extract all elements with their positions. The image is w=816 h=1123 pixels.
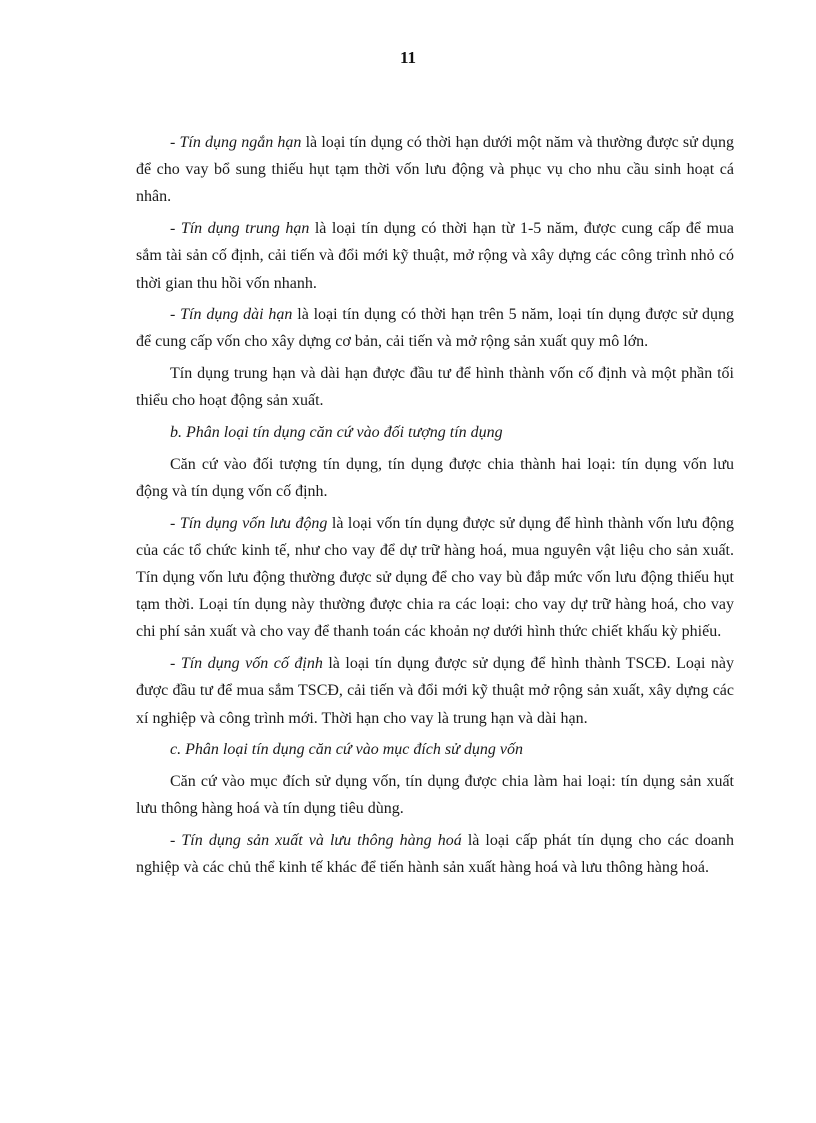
section-heading-c: c. Phân loại tín dụng căn cứ vào mục đích sử dụng vốn: [170, 741, 523, 759]
paragraph-text: là loại tín dụng có thời hạn trên 5 năm, loại tín dụng được sử dụng để cung cấp vốn cho xây dựng cơ bản, cải tiến và mở rộng sản xuất quy mô lớn.: [136, 306, 735, 351]
paragraph-production-circulation-credit: [136, 827, 734, 881]
paragraph-text: là loại vốn tín dụng được sử dụng để hình thành vốn lưu động của các tổ chức kinh tế, như cho vay để dự trữ hàng hoá, mua nguyên vật liệu cho sản xuất. Tín dụng vốn lưu động thường được sử dụng để cho vay bù đắp mức vốn lưu động thiếu hụt tạm thời. Loại tín dụng này thường được chia ra các loại: cho vay dự trữ hàng hoá, cho vay chi phí sản xuất và cho vay để thanh toán các khoản nợ dưới hình thức chiết khấu kỳ phiếu.: [136, 514, 735, 641]
paragraph-lead: -: [170, 655, 181, 673]
paragraph-medium-term-credit: [136, 215, 734, 297]
paragraph-text: Căn cứ vào mục đích sử dụng vốn, tín dụng được chia làm hai loại: tín dụng sản xuất lưu thông hàng hoá và tín dụng tiêu dùng.: [136, 772, 734, 818]
term-production-circulation-credit: Tín dụng sản xuất và lưu thông hàng hoá: [181, 831, 462, 849]
paragraph-working-capital-credit: [136, 510, 734, 646]
paragraph-short-term-credit: [136, 129, 734, 211]
paragraph-text: Tín dụng trung hạn và dài hạn được đầu tư để hình thành vốn cố định và một phần tối thiểu cho hoạt động sản xuất.: [136, 365, 734, 410]
term-short-term-credit: Tín dụng ngắn hạn: [179, 134, 302, 151]
paragraph-lead: -: [170, 831, 182, 849]
page-number: 11: [399, 48, 417, 67]
body-text: [136, 129, 734, 886]
paragraph-text: là loại tín dụng có thời hạn từ 1-5 năm, được cung cấp để mua sắm tài sản cố định, cải tiến và đổi mới kỹ thuật, mở rộng và xây dựng các công trình nhỏ có thời gian thu hồi vốn nhanh.: [136, 220, 734, 292]
paragraph-lead: -: [170, 306, 181, 324]
term-long-term-credit: Tín dụng dài hạn: [180, 306, 293, 324]
term-working-capital-credit: Tín dụng vốn lưu động: [179, 514, 328, 532]
paragraph-long-term-credit: [136, 301, 734, 355]
paragraph-object-classification: [136, 451, 734, 505]
paragraph-lead: -: [170, 134, 180, 151]
paragraph-text: Căn cứ vào đối tượng tín dụng, tín dụng được chia thành hai loại: tín dụng vốn lưu động và tín dụng vốn cố định.: [136, 455, 734, 500]
term-fixed-capital-credit: Tín dụng vốn cố định: [180, 655, 323, 673]
section-heading-b: b. Phân loại tín dụng căn cứ vào đối tượng tín dụng: [170, 424, 503, 442]
paragraph-text: là loại cấp phát tín dụng cho các doanh nghiệp và các chủ thể kinh tế khác để tiến hành sản xuất hàng hoá và lưu thông hàng hoá.: [136, 831, 735, 877]
paragraph-purpose-classification: [136, 768, 734, 822]
paragraph-lead: -: [170, 514, 180, 532]
paragraph-text: là loại tín dụng có thời hạn dưới một năm và thường được sử dụng để cho vay bổ sung thiếu hụt tạm thời vốn lưu động và phục vụ cho nhu cầu sinh hoạt cá nhân.: [136, 134, 735, 206]
paragraph-text: là loại tín dụng được sử dụng để hình thành TSCĐ. Loại này được đầu tư để mua sắm TSCĐ, cải tiến và đổi mới kỹ thuật mở rộng sản xuất, xây dựng các xí nghiệp và công trình mới. Thời hạn cho vay là trung hạn và dài hạn.: [136, 655, 735, 727]
term-medium-term-credit: Tín dụng trung hạn: [180, 220, 310, 238]
paragraph-medium-long-summary: [136, 360, 734, 414]
paragraph-fixed-capital-credit: [136, 650, 734, 732]
paragraph-lead: -: [170, 220, 181, 238]
